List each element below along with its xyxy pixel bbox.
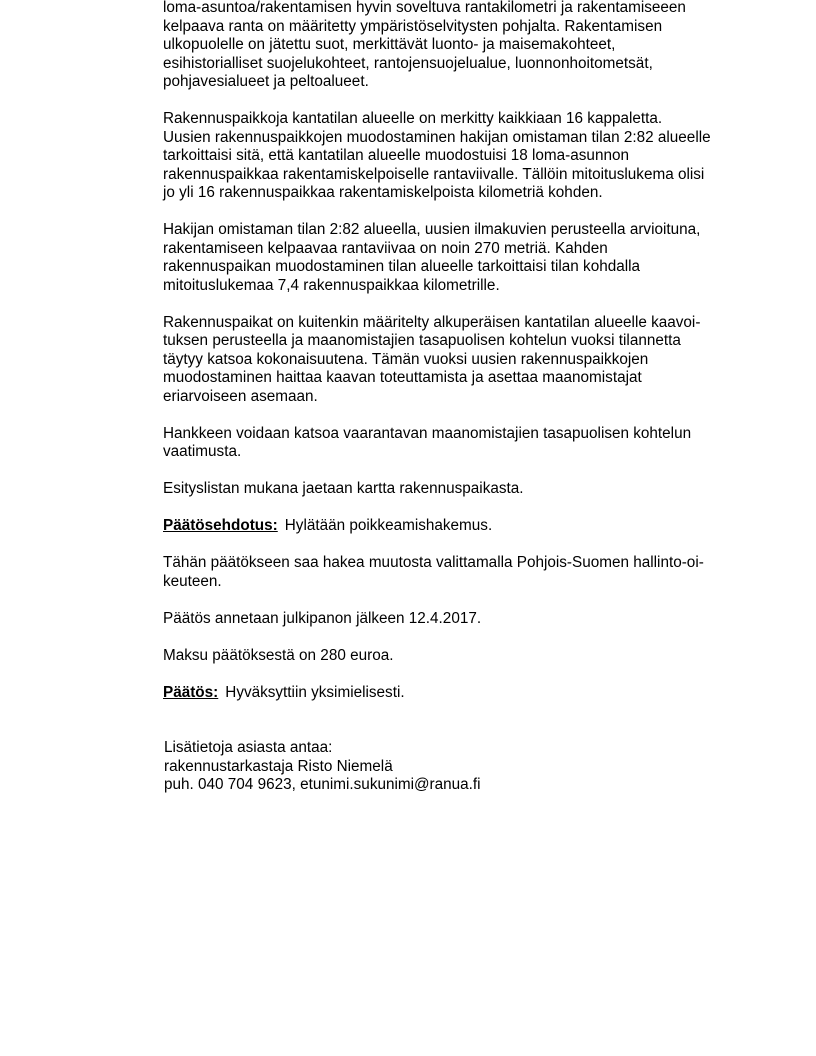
paragraph-line: pohjavesialueet ja peltoalueet.: [163, 73, 369, 90]
paragraph: [163, 314, 763, 407]
decision-label: Päätös:: [163, 683, 219, 701]
decision-proposal: [163, 517, 763, 536]
paragraph-line: Rakennuspaikat on kuitenkin määritelty alkuperäisen kantatilan alueelle kaavoi-: [163, 313, 701, 331]
paragraph: [163, 425, 763, 462]
paragraph-line: tarkoittaisi sitä, että kantatilan alueelle muodostuisi 18 loma-asunnon: [163, 147, 629, 164]
paragraph-line: Rakennuspaikkoja kantatilan alueelle on merkitty kaikkiaan 16 kappaletta.: [163, 110, 663, 127]
paragraph: [163, 221, 763, 295]
paragraph-line: esihistorialliset suojelukohteet, rantojensuojelualue, luonnonhoitometsät,: [163, 54, 653, 72]
paragraph-line: täytyy katsoa kokonaisuutena. Tämän vuoksi uusien rakennuspaikkojen: [163, 350, 649, 368]
body-paragraphs: [163, 0, 763, 517]
contact-intro: Lisätietoja asiasta antaa:: [164, 739, 333, 756]
paragraph-line: muodostaminen haittaa kaavan toteuttamista ja asettaa maanomistajat: [163, 369, 642, 386]
paragraph-line: rakennuspaikan muodostaminen tilan alueelle tarkoittaisi tilan kohdalla: [163, 258, 641, 275]
contact-person: rakennustarkastaja Risto Niemelä: [164, 757, 393, 775]
paragraph-line: Uusien rakennuspaikkojen muodostaminen hakijan omistaman tilan 2:82 alueelle: [163, 128, 711, 146]
paragraph-line: jo yli 16 rakennuspaikkaa rakentamiskelpoista kilometriä kohden.: [163, 184, 603, 201]
fee-text: Maksu päätöksestä on 280 euroa.: [163, 646, 394, 664]
contact-phone-email: puh. 040 704 9623, etunimi.sukunimi@ranua.fi: [164, 776, 481, 793]
paragraph-line: eriarvoiseen asemaan.: [163, 387, 318, 405]
paragraph-line: rakennuspaikkaa rakentamiskelpoiselle rantaviivalle. Tällöin mitoituslukema olisi: [163, 165, 705, 183]
paragraph: [163, 480, 763, 499]
paragraph-line: vaatimusta.: [163, 443, 242, 460]
paragraph-line: Esityslistan mukana jaetaan kartta rakennuspaikasta.: [163, 480, 524, 497]
paragraph-line: Hakijan omistaman tilan 2:82 alueella, uusien ilmakuvien perusteella arvioituna,: [163, 221, 701, 238]
appeal-line-2: keuteen.: [163, 572, 222, 590]
contact-info: [163, 739, 763, 795]
paragraph-line: rakentamiseen kelpaavaa rantaviivaa on noin 270 metriä. Kahden: [163, 239, 608, 257]
paragraph-line: loma-asuntoa/rakentamisen hyvin soveltuva rantakilometri ja rakentamiseeen: [163, 0, 686, 16]
appeal-line-1: Tähän päätökseen saa hakea muutosta valittamalla Pohjois-Suomen hallinto-oi-: [163, 554, 704, 571]
decision-text: Hyväksyttiin yksimielisesti.: [225, 683, 405, 701]
proposal-label: Päätösehdotus:: [163, 517, 278, 534]
paragraph: [163, 110, 763, 203]
paragraph-line: kelpaava ranta on määritetty ympäristöselvitysten pohjalta. Rakentamisen: [163, 17, 663, 35]
decision: [163, 684, 763, 703]
paragraph-line: mitoituslukemaa 7,4 rakennuspaikkaa kilometrille.: [163, 276, 500, 294]
paragraph-line: ulkopuolelle on jätettu suot, merkittävät luonto- ja maisemakohteet,: [163, 36, 616, 53]
document-body: [163, 0, 763, 795]
paragraph: [163, 0, 763, 92]
paragraph-line: tuksen perusteella ja maanomistajien tasapuolisen kohtelun vuoksi tilannetta: [163, 332, 681, 349]
proposal-text: Hylätään poikkeamishakemus.: [284, 517, 493, 534]
publication-date-text: Päätös annetaan julkipanon jälkeen 12.4.2017.: [163, 609, 482, 627]
paragraph-line: Hankkeen voidaan katsoa vaarantavan maanomistajien tasapuolisen kohtelun: [163, 424, 692, 442]
